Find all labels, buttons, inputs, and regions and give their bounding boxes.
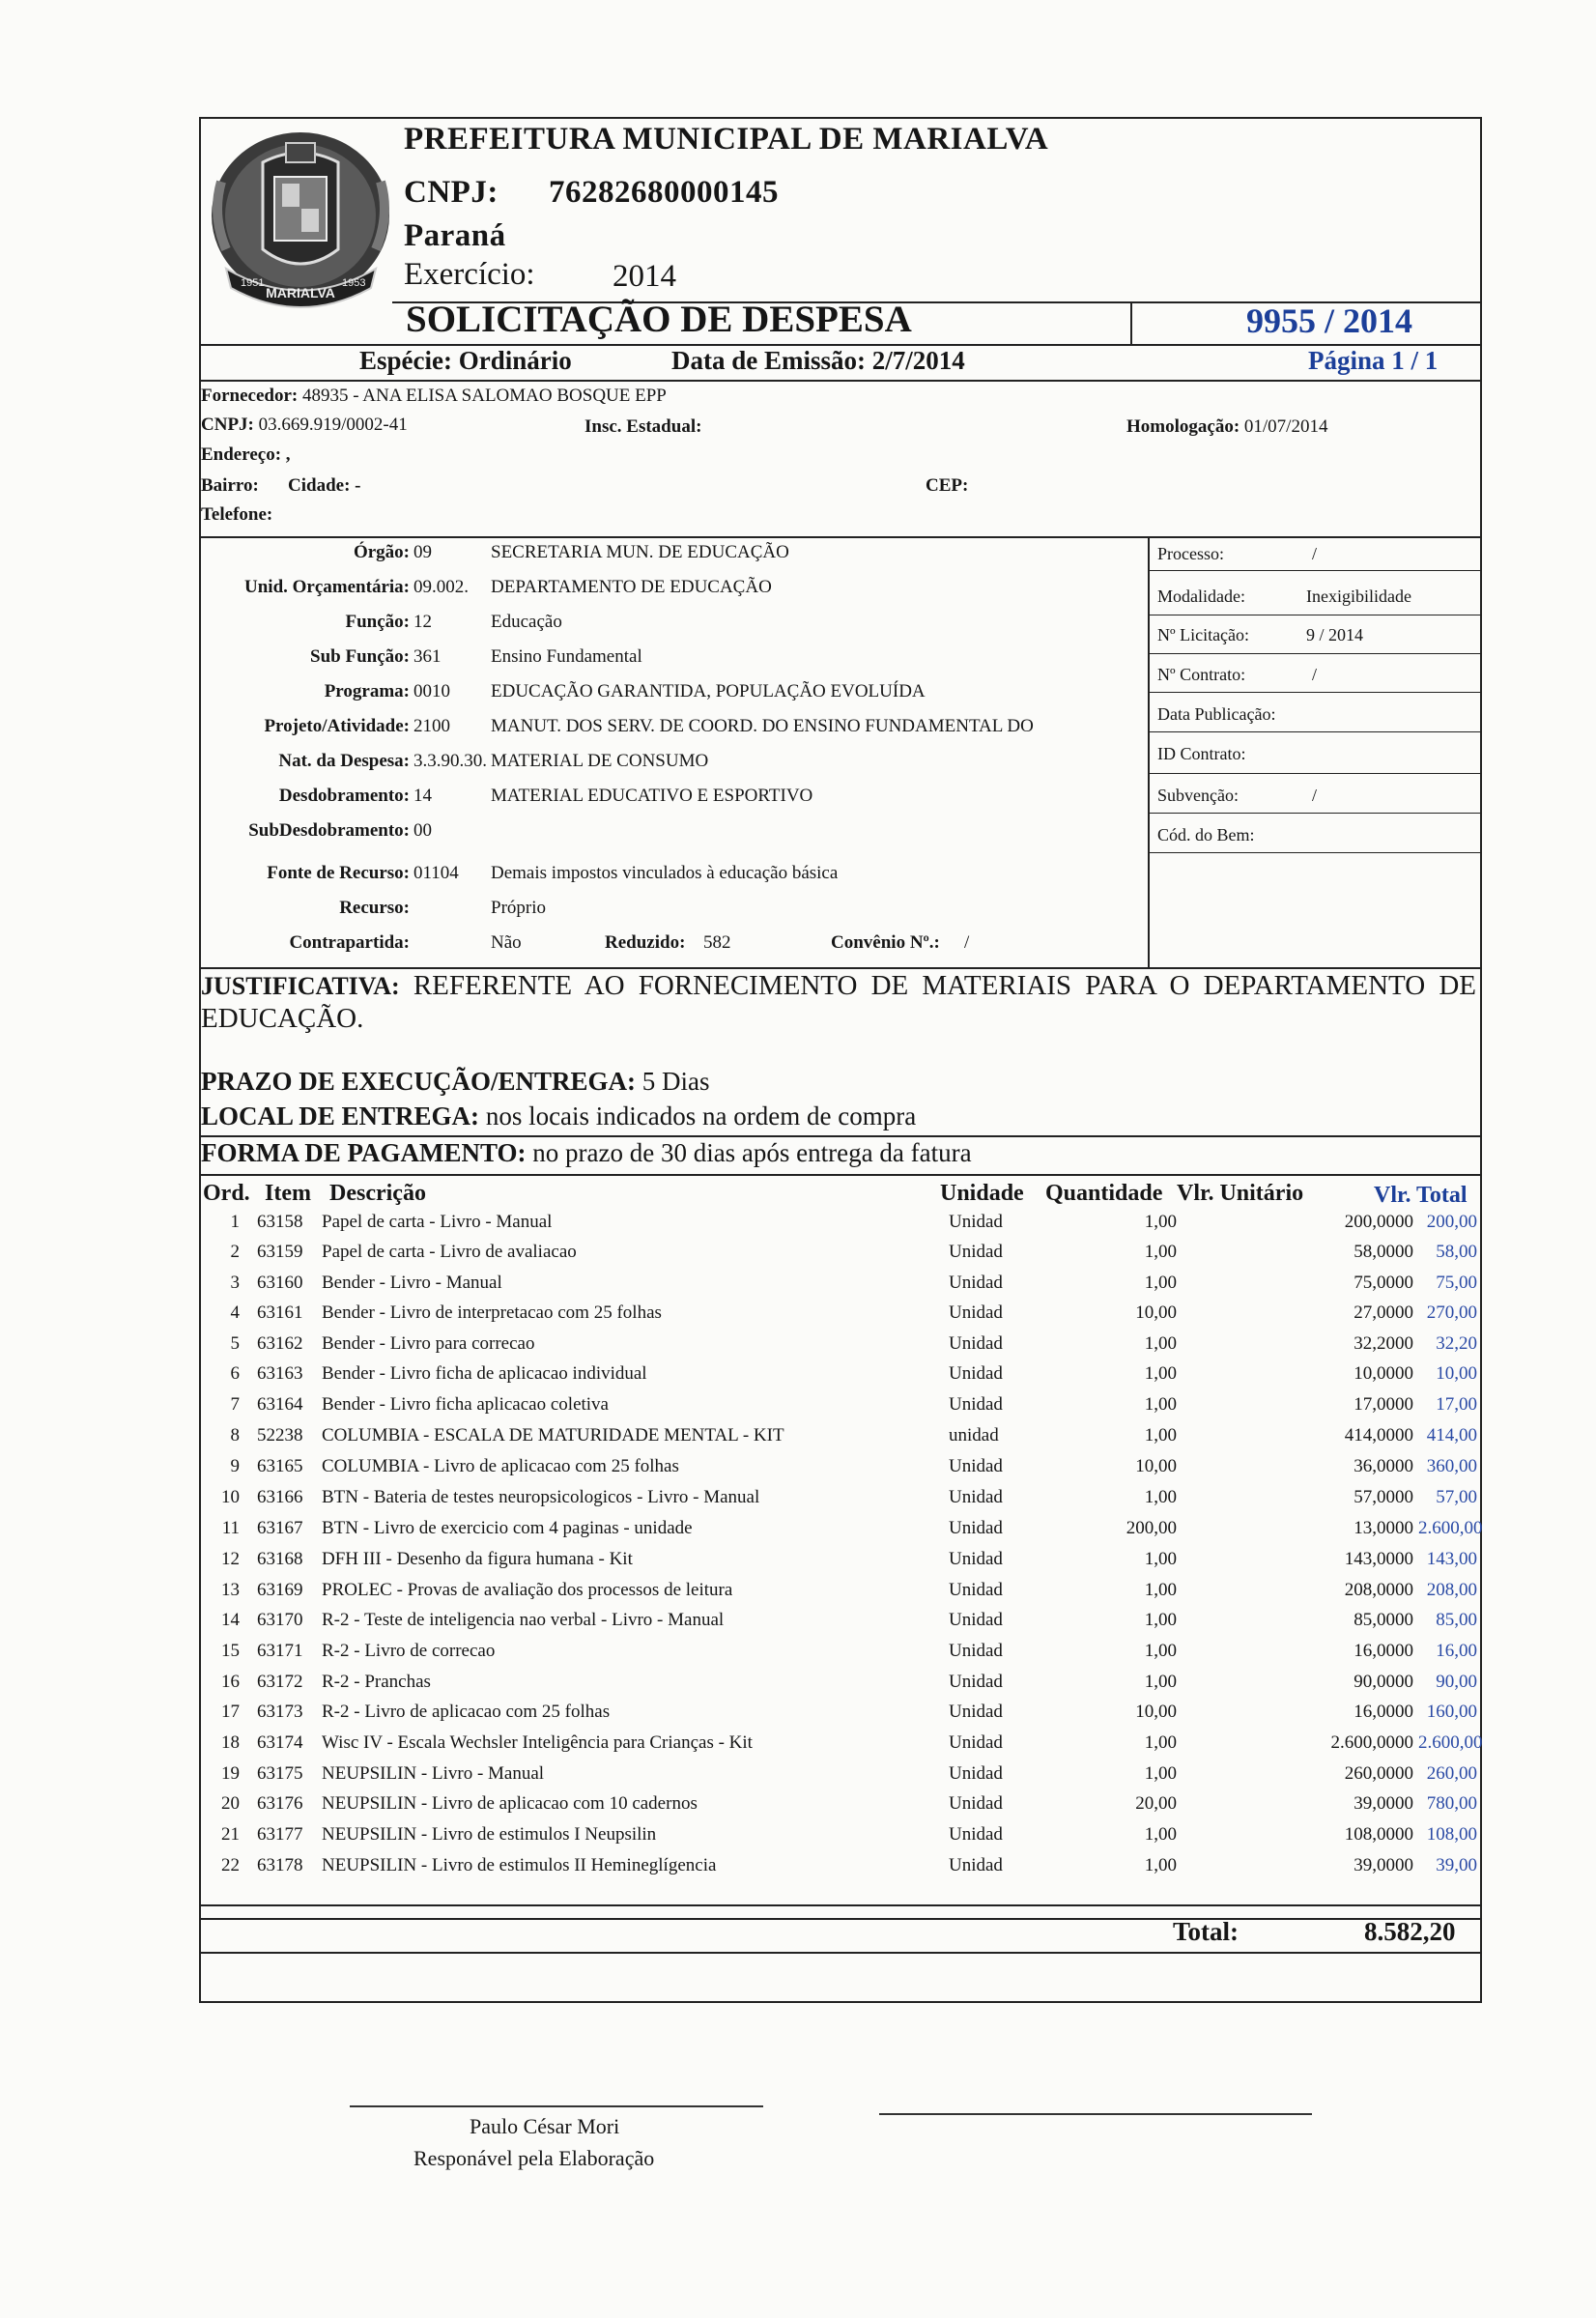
row-quantidade: 200,00 [1126, 1518, 1177, 1538]
row-item: 63164 [257, 1394, 303, 1415]
prazo-value: 5 Dias [641, 1067, 710, 1096]
row-vlr-unitario: 10,0000 [1354, 1363, 1413, 1384]
row-descricao: Wisc IV - Escala Wechsler Inteligência para Crianças - Kit [322, 1732, 753, 1753]
row-vlr-unitario: 57,0000 [1354, 1487, 1413, 1507]
doc-title: SOLICITAÇÃO DE DESPESA [406, 299, 912, 340]
modalidade-label: Modalidade: [1157, 587, 1245, 606]
row-vlr-unitario: 85,0000 [1354, 1610, 1413, 1630]
orcamento-label: Desdobramento: [278, 786, 410, 806]
pagamento-value: no prazo de 30 dias após entrega da fatura [532, 1138, 972, 1167]
row-vlr-total: 58,00 [1436, 1242, 1477, 1262]
orcamento-desc: Educação [491, 612, 562, 632]
row-item: 63177 [257, 1824, 303, 1845]
reduzido-label: Reduzido: [605, 932, 686, 953]
col-vlr-total: Vlr. Total [1374, 1183, 1468, 1208]
table-row [199, 1212, 1482, 1242]
orcamento-label: Fonte de Recurso: [267, 863, 410, 883]
row-item: 63174 [257, 1732, 303, 1753]
row-vlr-total: 39,00 [1436, 1855, 1477, 1875]
row-item: 63173 [257, 1702, 303, 1722]
row-item: 63161 [257, 1302, 303, 1323]
row-quantidade: 1,00 [1144, 1824, 1177, 1845]
table-row [199, 1333, 1482, 1363]
row-ord: 22 [221, 1855, 240, 1875]
reduzido-value: 582 [703, 932, 731, 953]
row-item: 63178 [257, 1855, 303, 1875]
row-vlr-unitario: 39,0000 [1354, 1793, 1413, 1814]
licitacao-label: Nº Licitação: [1157, 625, 1250, 644]
row-unidade: Unidad [949, 1763, 1003, 1784]
row-quantidade: 1,00 [1144, 1580, 1177, 1600]
row-descricao: Bender - Livro ficha aplicacao coletiva [322, 1394, 609, 1415]
row-ord: 19 [221, 1763, 240, 1784]
row-quantidade: 10,00 [1135, 1456, 1177, 1476]
table-row [199, 1641, 1482, 1671]
justificativa-label: JUSTIFICATIVA: [201, 972, 400, 1000]
crest-year-right: 1953 [342, 277, 366, 289]
signer-role: Responável pela Elaboração [413, 2146, 655, 2170]
row-item: 63162 [257, 1333, 303, 1354]
row-quantidade: 1,00 [1144, 1732, 1177, 1753]
row-ord: 9 [230, 1456, 240, 1476]
orcamento-desc: MATERIAL DE CONSUMO [491, 751, 709, 771]
row-descricao: Papel de carta - Livro de avaliacao [322, 1242, 577, 1262]
row-quantidade: 1,00 [1144, 1855, 1177, 1875]
table-row [199, 1855, 1482, 1885]
row-quantidade: 1,00 [1144, 1333, 1177, 1354]
row-ord: 10 [221, 1487, 240, 1507]
row-quantidade: 20,00 [1135, 1793, 1177, 1814]
orcamento-label: Função: [345, 612, 410, 632]
row-vlr-unitario: 16,0000 [1354, 1702, 1413, 1722]
row-quantidade: 10,00 [1135, 1702, 1177, 1722]
row-unidade: Unidad [949, 1333, 1003, 1354]
row-descricao: NEUPSILIN - Livro de aplicacao com 10 cadernos [322, 1793, 698, 1814]
row-unidade: Unidad [949, 1610, 1003, 1630]
row-descricao: NEUPSILIN - Livro de estimulos II Hemineglígencia [322, 1855, 717, 1875]
row-descricao: BTN - Livro de exercicio com 4 paginas - unidade [322, 1518, 693, 1538]
row-item: 63168 [257, 1549, 303, 1569]
row-vlr-total: 32,20 [1436, 1333, 1477, 1354]
row-descricao: Bender - Livro ficha de aplicacao individual [322, 1363, 647, 1384]
row-unidade: Unidad [949, 1487, 1003, 1507]
signature-line-left [350, 2105, 763, 2107]
signature-line-right [879, 2113, 1312, 2115]
row-vlr-total: 2.600,00 [1418, 1518, 1483, 1538]
row-vlr-unitario: 58,0000 [1354, 1242, 1413, 1262]
table-row [199, 1610, 1482, 1640]
row-vlr-total: 57,00 [1436, 1487, 1477, 1507]
header-cnpj-value: 76282680000145 [549, 175, 779, 210]
row-quantidade: 1,00 [1144, 1425, 1177, 1445]
row-item: 63158 [257, 1212, 303, 1232]
signer-name: Paulo César Mori [470, 2114, 620, 2138]
table-row [199, 1793, 1482, 1823]
row-ord: 12 [221, 1549, 240, 1569]
row-quantidade: 1,00 [1144, 1394, 1177, 1415]
row-vlr-total: 160,00 [1426, 1702, 1477, 1722]
row-vlr-total: 10,00 [1436, 1363, 1477, 1384]
endereco-label: Endereço: , [201, 444, 291, 465]
row-vlr-unitario: 16,0000 [1354, 1641, 1413, 1661]
table-row [199, 1394, 1482, 1424]
convenio-value: / [964, 932, 970, 953]
row-item: 63166 [257, 1487, 303, 1507]
row-item: 52238 [257, 1425, 303, 1445]
row-vlr-unitario: 27,0000 [1354, 1302, 1413, 1323]
fornecedor-label: Fornecedor: [201, 386, 299, 406]
orcamento-code: 12 [413, 612, 432, 632]
row-vlr-unitario: 414,0000 [1344, 1425, 1413, 1445]
col-item: Item [265, 1181, 311, 1206]
row-unidade: Unidad [949, 1732, 1003, 1753]
row-item: 63159 [257, 1242, 303, 1262]
orcamento-code: 09.002. [413, 577, 469, 597]
row-vlr-total: 414,00 [1426, 1425, 1477, 1445]
row-ord: 14 [221, 1610, 240, 1630]
local-value: nos locais indicados na ordem de compra [485, 1102, 917, 1130]
table-row [199, 1363, 1482, 1393]
row-vlr-unitario: 143,0000 [1344, 1549, 1413, 1569]
row-vlr-unitario: 260,0000 [1344, 1763, 1413, 1784]
orcamento-code: 14 [413, 786, 432, 806]
orcamento-code: 09 [413, 542, 432, 562]
orcamento-desc: Próprio [491, 898, 546, 918]
fornecedor-value: 48935 - ANA ELISA SALOMAO BOSQUE EPP [301, 386, 667, 406]
contrato-label: Nº Contrato: [1157, 665, 1246, 684]
row-item: 63165 [257, 1456, 303, 1476]
orcamento-desc: Demais impostos vinculados à educação básica [491, 863, 839, 883]
row-vlr-unitario: 39,0000 [1354, 1855, 1413, 1875]
homologacao-label: Homologação: [1126, 416, 1240, 437]
row-vlr-total: 2.600,00 [1418, 1732, 1483, 1753]
bairro-label: Bairro: [201, 475, 259, 496]
row-unidade: Unidad [949, 1394, 1003, 1415]
row-unidade: Unidad [949, 1672, 1003, 1692]
row-item: 63175 [257, 1763, 303, 1784]
row-unidade: Unidad [949, 1641, 1003, 1661]
row-descricao: Bender - Livro de interpretacao com 25 folhas [322, 1302, 662, 1323]
row-vlr-total: 200,00 [1426, 1212, 1477, 1232]
row-vlr-total: 360,00 [1426, 1456, 1477, 1476]
row-descricao: Bender - Livro para correcao [322, 1333, 535, 1354]
row-unidade: Unidad [949, 1855, 1003, 1875]
homologacao-value: 01/07/2014 [1243, 416, 1328, 437]
processo-value: / [1312, 544, 1318, 563]
row-descricao: R-2 - Teste de inteligencia nao verbal - Livro - Manual [322, 1610, 725, 1630]
orcamento-label: SubDesdobramento: [248, 820, 410, 841]
row-quantidade: 1,00 [1144, 1610, 1177, 1630]
row-ord: 1 [230, 1212, 240, 1232]
row-descricao: NEUPSILIN - Livro de estimulos I Neupsilin [322, 1824, 657, 1845]
header-year-label: Exercício: [404, 257, 535, 292]
id-contrato-label: ID Contrato: [1157, 744, 1246, 763]
row-descricao: Papel de carta - Livro - Manual [322, 1212, 553, 1232]
row-quantidade: 1,00 [1144, 1672, 1177, 1692]
orcamento-label: Sub Função: [310, 646, 410, 667]
table-row [199, 1456, 1482, 1486]
row-unidade: Unidad [949, 1518, 1003, 1538]
row-vlr-unitario: 36,0000 [1354, 1456, 1413, 1476]
row-vlr-total: 75,00 [1436, 1273, 1477, 1293]
table-row [199, 1518, 1482, 1548]
row-quantidade: 1,00 [1144, 1641, 1177, 1661]
row-quantidade: 1,00 [1144, 1212, 1177, 1232]
row-vlr-total: 270,00 [1426, 1302, 1477, 1323]
row-vlr-unitario: 200,0000 [1344, 1212, 1413, 1232]
orcamento-desc: MANUT. DOS SERV. DE COORD. DO ENSINO FUNDAMENTAL DO [491, 716, 1034, 736]
col-vlr-unitario: Vlr. Unitário [1177, 1181, 1304, 1206]
row-ord: 18 [221, 1732, 240, 1753]
row-item: 63170 [257, 1610, 303, 1630]
local-label: LOCAL DE ENTREGA: [201, 1102, 480, 1130]
row-ord: 11 [221, 1518, 240, 1538]
row-ord: 8 [230, 1425, 240, 1445]
row-descricao: COLUMBIA - ESCALA DE MATURIDADE MENTAL - KIT [322, 1425, 784, 1445]
col-ord: Ord. [203, 1181, 250, 1206]
convenio-label: Convênio Nº.: [831, 932, 940, 953]
row-quantidade: 10,00 [1135, 1302, 1177, 1323]
items-table-header [199, 1181, 1482, 1216]
orcamento-label: Nat. da Despesa: [278, 751, 410, 771]
pagina: Página 1 / 1 [1308, 346, 1439, 375]
header-state: Paraná [404, 218, 506, 253]
row-descricao: R-2 - Livro de aplicacao com 25 folhas [322, 1702, 611, 1722]
row-item: 63160 [257, 1273, 303, 1293]
row-ord: 17 [221, 1702, 240, 1722]
total-label: Total: [1173, 1917, 1240, 1946]
orcamento-desc: MATERIAL EDUCATIVO E ESPORTIVO [491, 786, 813, 806]
row-quantidade: 1,00 [1144, 1242, 1177, 1262]
row-vlr-unitario: 13,0000 [1354, 1518, 1413, 1538]
table-row [199, 1549, 1482, 1579]
contrato-value: / [1312, 665, 1318, 684]
table-row [199, 1302, 1482, 1332]
row-ord: 13 [221, 1580, 240, 1600]
row-quantidade: 1,00 [1144, 1363, 1177, 1384]
orcamento-code: 3.3.90.30. [413, 751, 487, 771]
row-vlr-unitario: 17,0000 [1354, 1394, 1413, 1415]
row-item: 63172 [257, 1672, 303, 1692]
table-row [199, 1487, 1482, 1517]
table-row [199, 1273, 1482, 1302]
row-vlr-total: 208,00 [1426, 1580, 1477, 1600]
row-vlr-unitario: 2.600,0000 [1330, 1732, 1413, 1753]
row-vlr-total: 260,00 [1426, 1763, 1477, 1784]
table-row [199, 1763, 1482, 1793]
fornecedor-cnpj-value: 03.669.919/0002-41 [258, 415, 408, 435]
orcamento-code: 0010 [413, 681, 450, 701]
row-ord: 16 [221, 1672, 240, 1692]
table-row [199, 1824, 1482, 1854]
row-ord: 15 [221, 1641, 240, 1661]
row-quantidade: 1,00 [1144, 1273, 1177, 1293]
row-vlr-total: 143,00 [1426, 1549, 1477, 1569]
row-item: 63169 [257, 1580, 303, 1600]
crest-year-left: 1951 [241, 277, 265, 289]
orcamento-desc: Não [491, 932, 522, 953]
row-vlr-unitario: 108,0000 [1344, 1824, 1413, 1845]
row-ord: 4 [230, 1302, 240, 1323]
row-item: 63163 [257, 1363, 303, 1384]
row-item: 63171 [257, 1641, 303, 1661]
modalidade-value: Inexigibilidade [1306, 587, 1411, 606]
row-vlr-total: 85,00 [1436, 1610, 1477, 1630]
row-descricao: R-2 - Pranchas [322, 1672, 431, 1692]
row-vlr-total: 108,00 [1426, 1824, 1477, 1845]
table-row [199, 1702, 1482, 1731]
row-descricao: R-2 - Livro de correcao [322, 1641, 496, 1661]
total-value: 8.582,20 [1364, 1917, 1456, 1946]
row-item: 63176 [257, 1793, 303, 1814]
row-vlr-total: 17,00 [1436, 1394, 1477, 1415]
row-unidade: Unidad [949, 1242, 1003, 1262]
row-vlr-unitario: 75,0000 [1354, 1273, 1413, 1293]
row-descricao: DFH III - Desenho da figura humana - Kit [322, 1549, 633, 1569]
row-ord: 2 [230, 1242, 240, 1262]
row-quantidade: 1,00 [1144, 1549, 1177, 1569]
data-emissao: Data de Emissão: 2/7/2014 [671, 346, 965, 375]
table-row [199, 1580, 1482, 1610]
row-unidade: Unidad [949, 1363, 1003, 1384]
row-descricao: PROLEC - Provas de avaliação dos processos de leitura [322, 1580, 733, 1600]
row-ord: 20 [221, 1793, 240, 1814]
orcamento-label: Contrapartida: [289, 932, 410, 953]
row-unidade: Unidad [949, 1549, 1003, 1569]
row-unidade: Unidad [949, 1824, 1003, 1845]
row-ord: 5 [230, 1333, 240, 1354]
subvencao-value: / [1312, 786, 1318, 805]
row-descricao: BTN - Bateria de testes neuropsicologicos - Livro - Manual [322, 1487, 760, 1507]
orcamento-label: Órgão: [353, 542, 410, 562]
row-quantidade: 1,00 [1144, 1763, 1177, 1784]
row-vlr-unitario: 90,0000 [1354, 1672, 1413, 1692]
col-descricao: Descrição [329, 1181, 426, 1206]
row-unidade: Unidad [949, 1212, 1003, 1232]
row-descricao: COLUMBIA - Livro de aplicacao com 25 folhas [322, 1456, 679, 1476]
pagamento-label: FORMA DE PAGAMENTO: [201, 1138, 527, 1167]
table-row [199, 1242, 1482, 1272]
cep-label: CEP: [926, 475, 969, 496]
orcamento-code: 361 [413, 646, 442, 667]
header-cnpj-label: CNPJ: [404, 175, 499, 210]
table-row [199, 1672, 1482, 1702]
cod-bem-label: Cód. do Bem: [1157, 825, 1255, 844]
prazo-label: PRAZO DE EXECUÇÃO/ENTREGA: [201, 1067, 637, 1096]
insc-estadual-label: Insc. Estadual: [584, 416, 702, 437]
cidade-label: Cidade: - [288, 475, 361, 496]
telefone-label: Telefone: [201, 504, 273, 525]
data-publicacao-label: Data Publicação: [1157, 704, 1276, 724]
table-row [199, 1425, 1482, 1455]
table-row [199, 1732, 1482, 1762]
row-unidade: Unidad [949, 1273, 1003, 1293]
doc-number: 9955 / 2014 [1246, 301, 1413, 340]
orcamento-label: Recurso: [339, 898, 410, 918]
especie: Espécie: Ordinário [359, 346, 572, 375]
orcamento-code: 00 [413, 820, 432, 841]
orcamento-desc: DEPARTAMENTO DE EDUCAÇÃO [491, 577, 772, 597]
row-ord: 7 [230, 1394, 240, 1415]
row-vlr-unitario: 208,0000 [1344, 1580, 1413, 1600]
orcamento-label: Projeto/Atividade: [264, 716, 410, 736]
row-unidade: Unidad [949, 1702, 1003, 1722]
header-year-value: 2014 [613, 259, 676, 294]
row-unidade: Unidad [949, 1302, 1003, 1323]
org-name: PREFEITURA MUNICIPAL DE MARIALVA [404, 122, 1049, 157]
orcamento-desc: SECRETARIA MUN. DE EDUCAÇÃO [491, 542, 789, 562]
row-vlr-total: 16,00 [1436, 1641, 1477, 1661]
orcamento-label: Programa: [324, 681, 410, 701]
col-quantidade: Quantidade [1045, 1181, 1163, 1206]
row-unidade: unidad [949, 1425, 999, 1445]
orcamento-desc: Ensino Fundamental [491, 646, 642, 667]
row-descricao: Bender - Livro - Manual [322, 1273, 502, 1293]
justificativa-text: REFERENTE AO FORNECIMENTO DE MATERIAIS PARA O DEPARTAMENTO DE [413, 970, 1476, 1001]
row-ord: 21 [221, 1824, 240, 1845]
row-ord: 3 [230, 1273, 240, 1293]
row-vlr-total: 780,00 [1426, 1793, 1477, 1814]
subvencao-label: Subvenção: [1157, 786, 1239, 805]
row-unidade: Unidad [949, 1456, 1003, 1476]
orcamento-code: 2100 [413, 716, 450, 736]
row-ord: 6 [230, 1363, 240, 1384]
row-vlr-total: 90,00 [1436, 1672, 1477, 1692]
justificativa-text-line2: EDUCAÇÃO. [201, 1003, 364, 1034]
row-descricao: NEUPSILIN - Livro - Manual [322, 1763, 545, 1784]
orcamento-label: Unid. Orçamentária: [244, 577, 410, 597]
fornecedor-cnpj-label: CNPJ: [201, 415, 254, 435]
orcamento-desc: EDUCAÇÃO GARANTIDA, POPULAÇÃO EVOLUÍDA [491, 681, 926, 701]
row-item: 63167 [257, 1518, 303, 1538]
row-unidade: Unidad [949, 1793, 1003, 1814]
col-unidade: Unidade [940, 1181, 1024, 1206]
licitacao-value: 9 / 2014 [1306, 625, 1364, 644]
row-vlr-unitario: 32,2000 [1354, 1333, 1413, 1354]
processo-label: Processo: [1157, 544, 1224, 563]
row-quantidade: 1,00 [1144, 1487, 1177, 1507]
row-unidade: Unidad [949, 1580, 1003, 1600]
crest-banner-text: MARIALVA [266, 285, 335, 300]
orcamento-code: 01104 [413, 863, 459, 883]
